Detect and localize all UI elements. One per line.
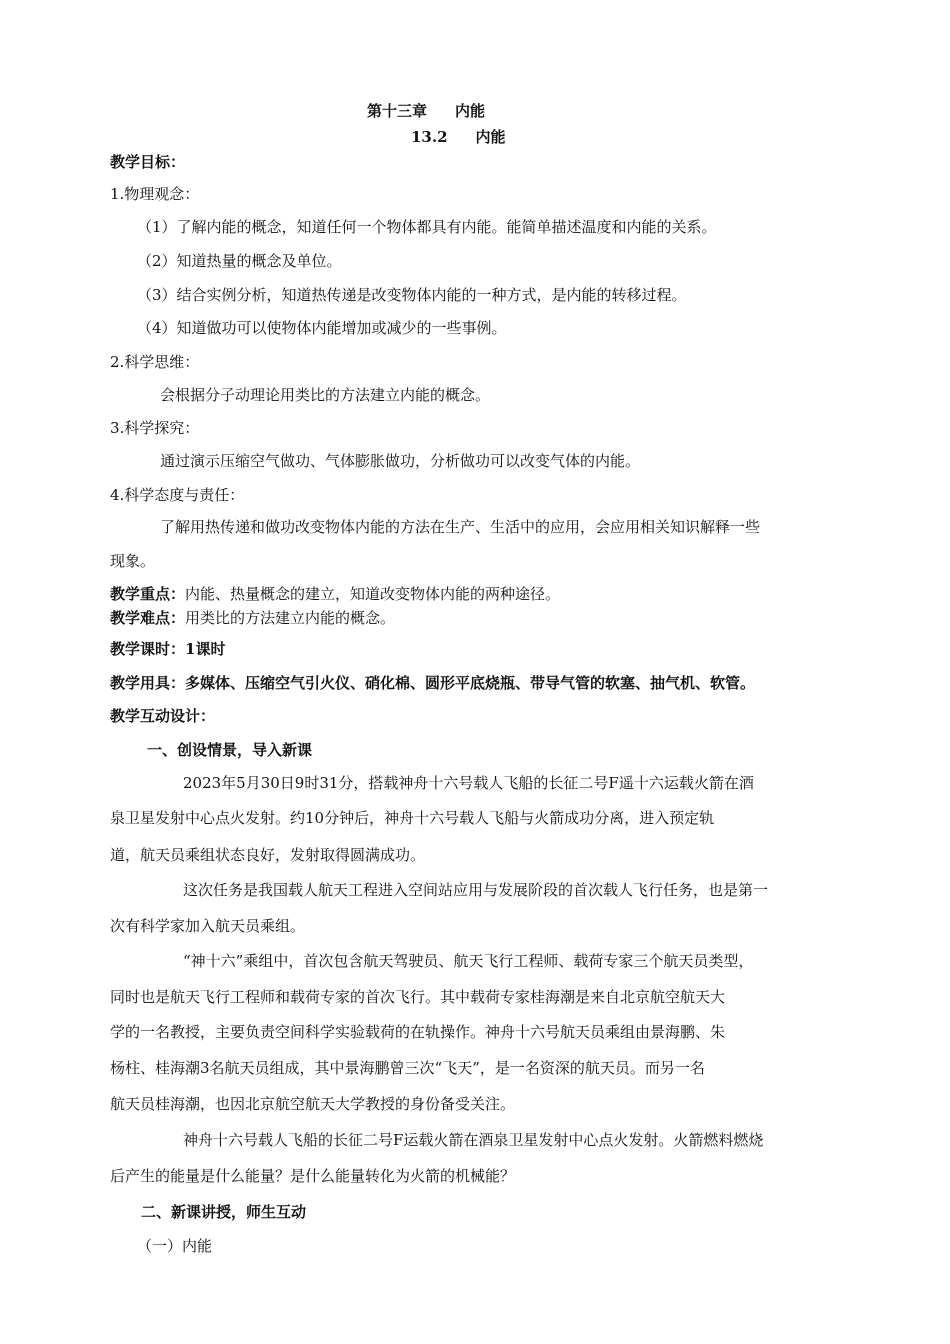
- objective-2-text: 会根据分子动理论用类比的方法建立内能的概念。: [160, 386, 491, 404]
- objective-1-item-3: （3）结合实例分析，知道热传递是改变物体内能的一种方式，是内能的转移过程。: [137, 286, 687, 304]
- teaching-tools: [110, 673, 755, 693]
- section-2-subtitle: （一）内能: [137, 1237, 213, 1255]
- objective-1-item-4: （4）知道做功可以使物体内能增加或减少的一些事例。: [137, 319, 507, 337]
- difficulty-text: 用类比的方法建立内能的概念。: [185, 609, 396, 627]
- hours-label: 教学课时：: [110, 640, 186, 658]
- section-2-title: 二、新课讲授，师生互动: [141, 1203, 307, 1221]
- objective-3-text: 通过演示压缩空气做功、气体膨胀做功，分析做功可以改变气体的内能。: [160, 452, 641, 470]
- paragraph-line: 学的一名教授，主要负责空间科学实验载荷的在轨操作。神舟十六号航天员乘组由景海鹏、朱: [110, 1023, 726, 1041]
- paragraph-line: 次有科学家加入航天员乘组。: [110, 917, 306, 935]
- paragraph-line: “神十六”乘组中，首次包含航天驾驶员、航天飞行工程师、载荷专家三个航天员类型，: [183, 952, 754, 970]
- key-points-text: 内能、热量概念的建立，知道改变物体内能的两种途径。: [185, 585, 561, 603]
- section-1-title: 一、创设情景，导入新课: [147, 741, 313, 759]
- paragraph-line: 同时也是航天飞行工程师和载荷专家的首次飞行。其中载荷专家桂海潮是来自北京航空航天大: [110, 988, 726, 1006]
- objective-1-item-1: （1）了解内能的概念，知道任何一个物体都具有内能。能简单描述温度和内能的关系。: [137, 218, 717, 236]
- paragraph-line: 航天员桂海潮，也因北京航空航天大学教授的身份备受关注。: [110, 1095, 516, 1113]
- objective-4-title: 4.科学态度与责任：: [110, 486, 245, 504]
- section-title: [411, 127, 506, 147]
- design-heading: 教学互动设计：: [110, 707, 216, 725]
- objectives-heading: 教学目标：: [110, 153, 186, 171]
- objective-4-text-line-2: 现象。: [110, 552, 156, 570]
- objective-4-text-line-1: 了解用热传递和做功改变物体内能的方法在生产、生活中的应用，会应用相关知识解释一些: [160, 518, 761, 536]
- chapter-number: 第十三章: [367, 102, 428, 120]
- difficulty: [110, 608, 395, 628]
- paragraph-line: 杨柱、桂海潮3名航天员组成，其中景海鹏曾三次“飞天”，是一名资深的航天员。而另一名: [110, 1059, 705, 1077]
- paragraph-line: 道，航天员乘组状态良好，发射取得圆满成功。: [110, 846, 426, 864]
- key-points: [110, 584, 560, 604]
- tools-text: 多媒体、压缩空气引火仪、硝化棉、圆形平底烧瓶、带导气管的软塞、抽气机、软管。: [185, 674, 756, 692]
- paragraph-line: 泉卫星发射中心点火发射。约10分钟后，神舟十六号载人飞船与火箭成功分离，进入预定轨: [110, 809, 715, 827]
- chapter-name: 内能: [455, 102, 486, 120]
- key-points-label: 教学重点：: [110, 585, 186, 603]
- objective-1-item-2: （2）知道热量的概念及单位。: [137, 252, 342, 270]
- chapter-title: [367, 101, 485, 121]
- paragraph-line: 2023年5月30日9时31分，搭载神舟十六号载人飞船的长征二号F遥十六运载火箭在酒: [183, 774, 754, 792]
- objective-1-title: 1.物理观念：: [110, 185, 200, 203]
- difficulty-label: 教学难点：: [110, 609, 186, 627]
- objective-2-title: 2.科学思维：: [110, 353, 200, 371]
- paragraph-line: 神舟十六号载人飞船的长征二号F运载火箭在酒泉卫星发射中心点火发射。火箭燃料燃烧: [183, 1131, 764, 1149]
- objective-3-title: 3.科学探究：: [110, 419, 200, 437]
- paragraph-line: 这次任务是我国载人航天工程进入空间站应用与发展阶段的首次载人飞行任务，也是第一: [183, 881, 769, 899]
- section-number: 13.2: [411, 128, 448, 146]
- section-name: 内能: [475, 128, 506, 146]
- paragraph-line: 后产生的能量是什么能量？是什么能量转化为火箭的机械能？: [110, 1167, 516, 1185]
- hours-text: 1课时: [185, 640, 226, 658]
- teaching-hours: [110, 639, 225, 659]
- tools-label: 教学用具：: [110, 674, 186, 692]
